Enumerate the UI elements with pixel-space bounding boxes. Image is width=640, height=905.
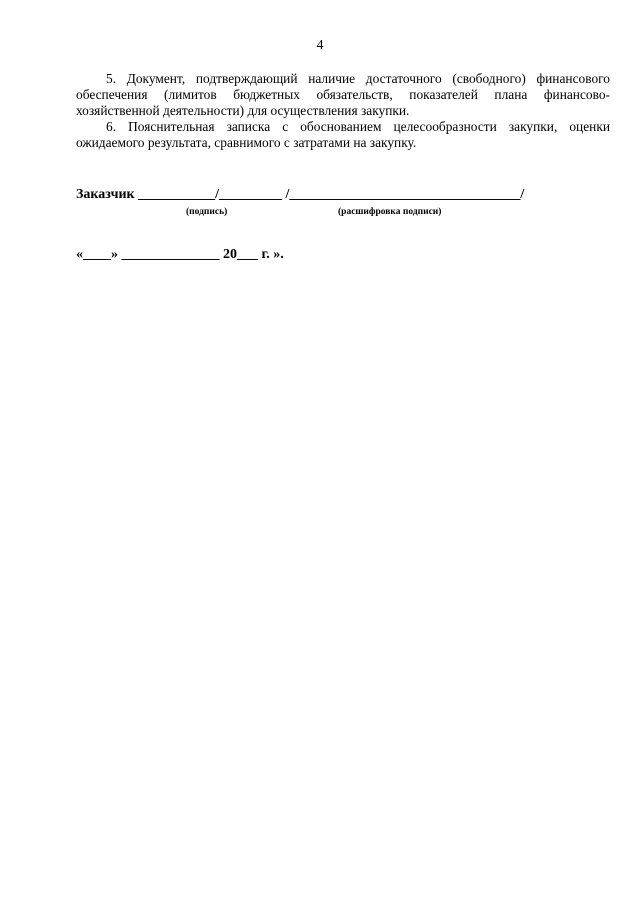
page-number: 4 xyxy=(316,38,324,53)
document-body xyxy=(76,71,610,151)
list-item-5: 5. Документ, подтверждающий наличие достаточного (свободного) финансового обеспечения (лимитов бюджетных обязательств, показателей плана финансово-хозяйственной деятельности) для осуществления закупки. xyxy=(76,71,610,118)
date-line: «____» ______________ 20___ г. ». xyxy=(76,247,284,262)
signature-caption: (подпись) xyxy=(186,207,228,217)
signature-decoding-caption: (расшифровка подписи) xyxy=(338,207,442,217)
list-item-6: 6. Пояснительная записка с обоснованием целесообразности закупки, оценки ожидаемого результата, сравнимого с затратами на закупку. xyxy=(76,119,610,150)
customer-signature-line: Заказчик ___________/_________ /_________________________________/ xyxy=(76,187,525,202)
